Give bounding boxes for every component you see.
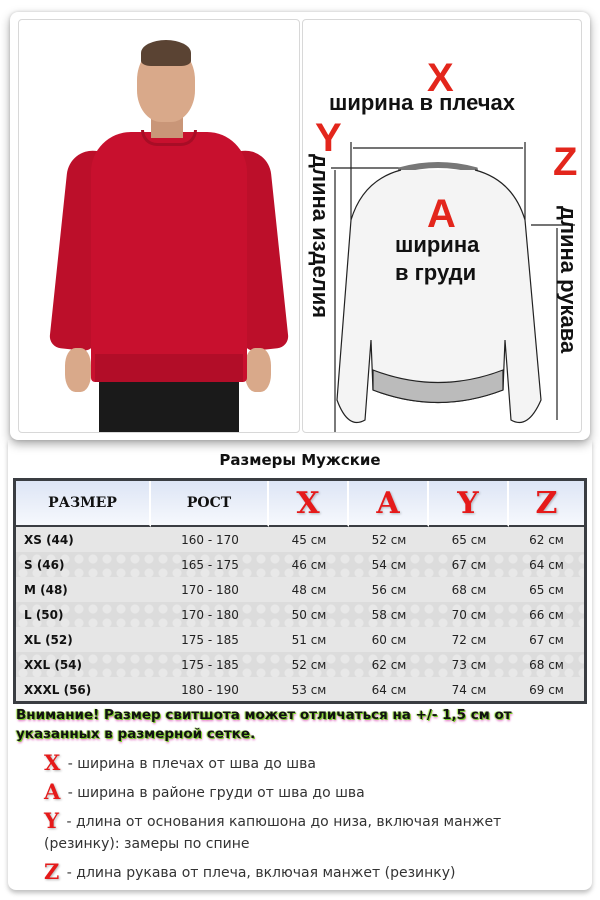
legend-item <box>44 861 564 884</box>
cell-size: XXXL (56) <box>24 682 92 697</box>
cell-a: 62 см <box>371 657 407 672</box>
model-photo <box>18 19 300 433</box>
table-row <box>16 577 584 602</box>
cell-size: XXL (54) <box>24 657 82 672</box>
cell-size: L (50) <box>24 607 64 622</box>
cell-height: 170 - 180 <box>181 582 239 597</box>
cell-x: 52 см <box>291 657 327 672</box>
hand-right <box>245 348 271 392</box>
cell-a: 54 см <box>371 557 407 572</box>
cell-z: 67 см <box>529 632 564 647</box>
cell-y: 72 см <box>451 632 487 647</box>
table-row <box>16 552 584 577</box>
diagram-letter-y: Y <box>315 116 342 160</box>
garment-length-label: длина изделия <box>308 154 333 319</box>
hair <box>141 40 191 66</box>
chest-width-label-line1: ширина <box>395 232 480 257</box>
size-diagram <box>302 19 582 433</box>
table-row <box>16 627 584 652</box>
table-row <box>16 527 584 552</box>
legend-letter: Y <box>44 808 59 833</box>
table-row <box>16 652 584 677</box>
diagram-letter-z: Z <box>553 140 578 184</box>
cell-z: 69 см <box>529 682 564 697</box>
cell-height: 175 - 185 <box>181 632 239 647</box>
cell-size: S (46) <box>24 557 65 572</box>
diagram-letter-a: A <box>427 192 456 236</box>
cell-height: 160 - 170 <box>181 532 239 547</box>
header-z: Z <box>509 481 584 527</box>
cell-y: 74 см <box>451 682 487 697</box>
size-table <box>13 478 587 704</box>
header-a: A <box>349 481 429 527</box>
cell-y: 70 см <box>451 607 487 622</box>
cell-height: 165 - 175 <box>181 557 239 572</box>
collar <box>141 130 197 146</box>
warning-note: Внимание! Размер свитшота может отличаться на +/- 1,5 см от указанных в размерной сетке. <box>16 707 512 742</box>
cell-height: 180 - 190 <box>181 682 239 697</box>
pants <box>99 380 239 433</box>
legend-letter: A <box>44 779 61 804</box>
cell-x: 51 см <box>291 632 327 647</box>
cell-size: M (48) <box>24 582 68 597</box>
cell-x: 45 см <box>291 532 327 547</box>
header-height: РОСТ <box>151 481 269 527</box>
cell-z: 68 см <box>529 657 564 672</box>
model-figure <box>19 20 300 433</box>
hand-left <box>65 348 91 392</box>
image-card <box>10 12 590 440</box>
sleeve-length-label: длина рукава <box>556 206 581 354</box>
legend-item <box>44 752 564 775</box>
cell-size: XS (44) <box>24 532 74 547</box>
legend-text: - длина рукава от плеча, включая манжет (резинку) <box>62 865 456 881</box>
cell-z: 64 см <box>529 557 564 572</box>
diagram-letter-x: X <box>427 56 454 100</box>
legend-item <box>44 781 564 804</box>
cell-x: 53 см <box>291 682 327 697</box>
table-row <box>16 677 584 702</box>
cell-z: 66 см <box>529 607 564 622</box>
legend-letter: Z <box>44 859 60 884</box>
cell-x: 46 см <box>291 557 327 572</box>
chest-width-label-line2: в груди <box>395 260 477 285</box>
cell-height: 170 - 180 <box>181 607 239 622</box>
cell-y: 68 см <box>451 582 487 597</box>
cell-a: 52 см <box>371 532 407 547</box>
cell-a: 58 см <box>371 607 407 622</box>
header-x: X <box>269 481 349 527</box>
table-header <box>16 481 584 527</box>
table-body <box>16 527 584 702</box>
shoulder-width-label: ширина в плечах <box>329 90 516 115</box>
measurement-legend <box>44 752 564 890</box>
legend-text: - ширина в районе груди от шва до шва <box>63 785 365 801</box>
cell-z: 65 см <box>529 582 564 597</box>
header-size: РАЗМЕР <box>16 481 151 527</box>
legend-text: - ширина в плечах от шва до шва <box>63 756 316 772</box>
cell-z: 62 см <box>529 532 564 547</box>
cell-x: 50 см <box>291 607 327 622</box>
page-title: Размеры Мужские <box>219 451 381 469</box>
sweatshirt-hem <box>95 354 243 382</box>
legend-item <box>44 810 564 855</box>
cell-a: 56 см <box>371 582 407 597</box>
legend-letter: X <box>44 750 61 775</box>
cell-x: 48 см <box>291 582 327 597</box>
cell-y: 67 см <box>451 557 487 572</box>
cell-y: 73 см <box>451 657 487 672</box>
cell-a: 64 см <box>371 682 407 697</box>
cell-size: XL (52) <box>24 632 73 647</box>
cell-y: 65 см <box>451 532 487 547</box>
sweatshirt-body <box>91 132 247 382</box>
header-y: Y <box>429 481 509 527</box>
cell-a: 60 см <box>371 632 407 647</box>
table-row <box>16 602 584 627</box>
legend-text: - длина от основания капюшона до низа, включая манжет (резинку): замеры по спине <box>44 814 502 852</box>
cell-height: 175 - 185 <box>181 657 239 672</box>
